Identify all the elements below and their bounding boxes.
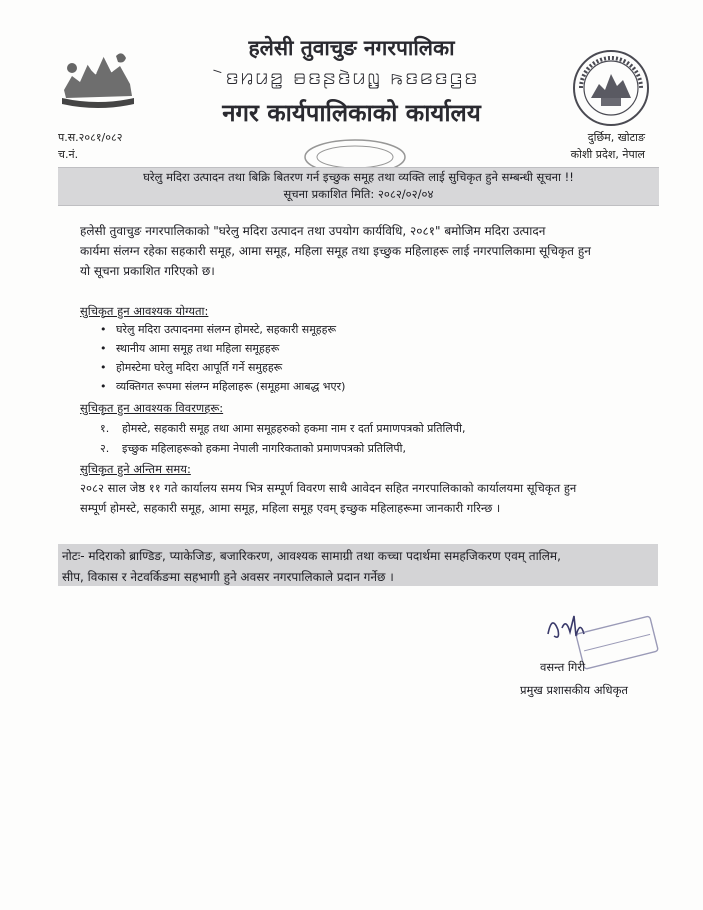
list-item: • होमस्टेमा घरेलु मदिरा आपूर्ति गर्ने समुहहरू (100, 358, 345, 377)
list-item: • स्थानीय आमा समूह तथा महिला समूहहरू (100, 339, 345, 358)
deadline-line-2: सम्पूर्ण होमस्टे, सहकारी समूह, आमा समूह, महिला समूह एवम् इच्छुक महिलाहरूमा जानकारी गरिन्छ । (80, 501, 501, 515)
list-item: • व्यक्तिगत रूपमा संलग्न महिलाहरू (समूहमा आबद्ध भएर) (100, 377, 345, 396)
reference-number: प.स.२०८१/०८२ (58, 131, 123, 144)
signatory-name: वसन्त गिरी (540, 660, 586, 674)
municipality-name: हलेसी तुवाचुङ नगरपालिका (248, 36, 455, 60)
list-item: • घरेलु मदिरा उत्पादनमा संलग्न होमस्टे, सहकारी समूहहरू (100, 320, 345, 339)
signatory-title: प्रमुख प्रशासकीय अधिकृत (520, 683, 628, 697)
note-box (58, 544, 658, 586)
note-line-2: सीप, विकास र नेटवर्किङमा सहभागी हुने अवसर नगरपालिकाले प्रदान गर्नेछ । (62, 570, 394, 584)
address-province: कोशी प्रदेश, नेपाल (570, 148, 645, 161)
signature-icon (540, 606, 660, 688)
list-item: २. इच्छुक महिलाहरूको हकमा नेपाली नागरिकताको प्रमाणपत्रको प्रतिलिपी, (100, 442, 406, 455)
office-name: नगर कार्यपालिकाको कार्यालय (222, 99, 481, 127)
notice-title: घरेलु मदिरा उत्पादन तथा बिक्रि बितरण गर्न इच्छुक समूह तथा व्यक्ति लाई सुचिकृत हुने सम्बन्धी सूचना !! (143, 170, 574, 184)
municipality-name-script: ꤧꤢꤙꤣꤤ꤭ ꤋꤢꤔꤢꤧꤣꤜ꤬ ꤒꤢꤕꤢꤞꤢ (224, 64, 479, 90)
dispatch-number: च.नं. (58, 148, 79, 161)
bullet-icon: • (100, 342, 107, 355)
bullet-icon: • (100, 380, 107, 393)
documents-list (100, 419, 465, 459)
eligibility-heading: सुचिकृत हुन आवश्यक योग्यता: (80, 304, 209, 318)
bullet-icon: • (100, 323, 107, 336)
documents-heading: सुचिकृत हुन आवश्यक विवरणहरू: (80, 401, 224, 415)
address-district: दुर्छिम, खोटाङ (587, 131, 645, 144)
deadline-heading: सुचिकृत हुने अन्तिम समय: (80, 462, 191, 476)
eligibility-list (100, 320, 345, 396)
intro-line-2: कार्यमा संलग्न रहेका सहकारी समूह, आमा समूह, महिला समूह तथा इच्छुक महिलाहरू लाई नगरपालिकामा सूचिकृत हुन (80, 244, 591, 258)
note-line-1: नोटः- मदिराको ब्राण्डिङ, प्याकेजिङ, बजारिकरण, आवश्यक सामाग्री तथा कच्चा पदार्थमा समहजिकरण एवम् तालिम, (62, 549, 561, 563)
intro-line-3: यो सूचना प्रकाशित गरिएको छ। (80, 264, 215, 278)
intro-line-1: हलेसी तुवाचुङ नगरपालिकाको "घरेलु मदिरा उत्पादन तथा उपयोग कार्यविधि, २०८१" बमोजिम मदिरा उत्पादन (80, 224, 546, 238)
deadline-line-1: २०८२ साल जेष्ठ ११ गते कार्यालय समय भित्र सम्पूर्ण विवरण साथै आवेदन सहित नगरपालिकाको कार्यालयमा सूचिकृत हुन (80, 481, 577, 495)
published-date: सूचना प्रकाशित मिति: २०८२/०२/०४ (283, 187, 434, 201)
list-item: १. होमस्टे, सहकारी समूह तथा आमा समूहहरुको हकमा नाम र दर्ता प्रमाणपत्रको प्रतिलिपी, (100, 422, 466, 435)
notice-title-band (58, 167, 659, 206)
bullet-icon: • (100, 361, 107, 374)
municipality-seal-icon (571, 48, 651, 128)
